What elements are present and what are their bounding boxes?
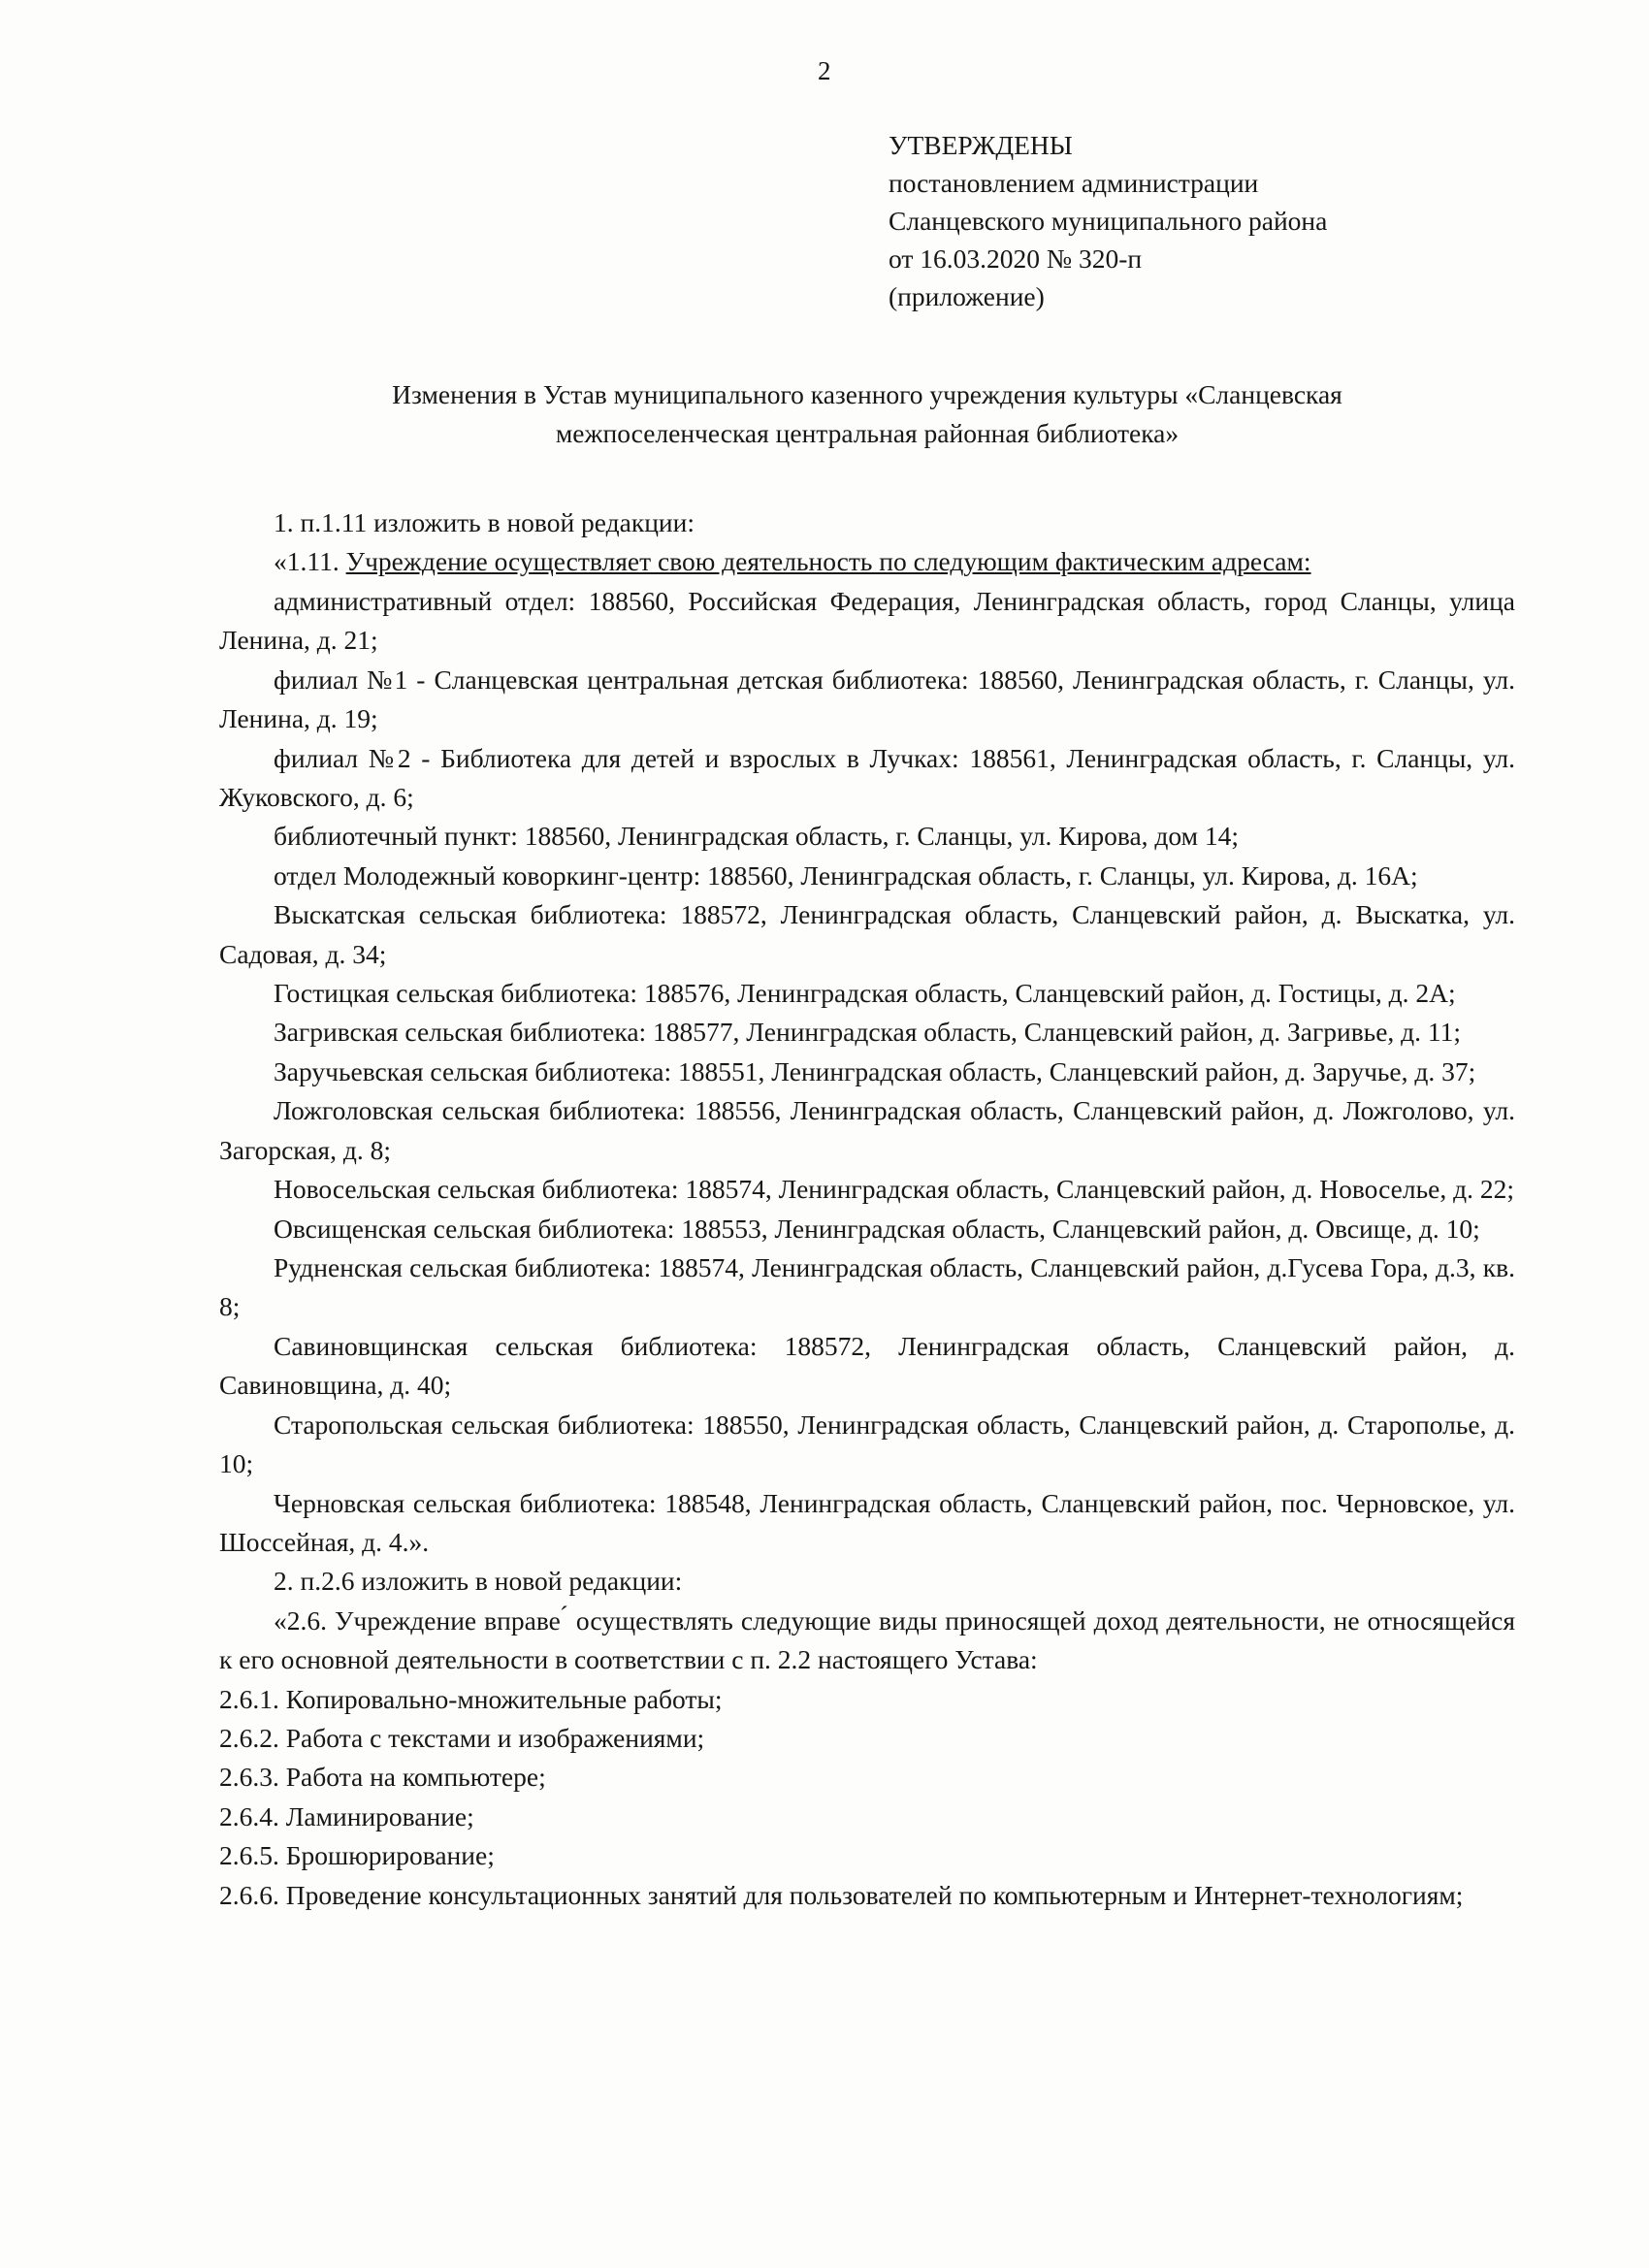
address-line: Ложголовская сельская библиотека: 188556, Ленинградская область, Сланцевский район, д. Ложголово, ул. Загорская, д. 8; xyxy=(219,1095,1515,1165)
approval-line-4: от 16.03.2020 № 320-п xyxy=(889,243,1143,275)
approval-line-5: (приложение) xyxy=(889,281,1045,312)
list-item: 2.6.1. Копировально-множительные работы; xyxy=(219,1683,723,1714)
section-1-intro-quote: «1.11. xyxy=(274,546,340,577)
address-line: Гостицкая сельская библиотека: 188576, Ленинградская область, Сланцевский район, д. Гостицы, д. 2А; xyxy=(274,978,1456,1009)
document-title-line-1: Изменения в Устав муниципального казенного учреждения культуры «Сланцевская xyxy=(392,379,1342,410)
section-2-intro: «2.6. Учреждение вправе ́ осуществлять следующие виды приносящей доход деятельности, не относящейся к его основной деятельности в соответствии с п. 2.2 настоящего Устава: xyxy=(219,1604,1515,1675)
address-line: Овсищенская сельская библиотека: 188553, Ленинградская область, Сланцевский район, д. Овсище, д. 10; xyxy=(274,1213,1480,1244)
section-1-intro xyxy=(219,542,1515,581)
document-body xyxy=(219,503,1515,1915)
list-item: 2.6.6. Проведение консультационных занятий для пользователей по компьютерным и Интернет-технологиям; xyxy=(219,1879,1464,1910)
document-content xyxy=(219,126,1515,1915)
address-line: отдел Молодежный коворкинг-центр: 188560, Ленинградская область, г. Сланцы, ул. Кирова, д. 16А; xyxy=(274,859,1418,891)
document-title xyxy=(219,375,1515,453)
document-title-line-2: межпоселенческая центральная районная библиотека» xyxy=(555,418,1180,449)
page-number: 2 xyxy=(818,56,831,85)
approval-line-2: постановлением администрации xyxy=(889,168,1259,199)
address-line: административный отдел: 188560, Российская Федерация, Ленинградская область, город Сланцы, улица Ленина, д. 21; xyxy=(219,585,1515,656)
address-line: Выскатская сельская библиотека: 188572, Ленинградская область, Сланцевский район, д. Выскатка, ул. Садовая, д. 34; xyxy=(219,899,1515,969)
approval-block xyxy=(889,126,1515,315)
address-line: Загривская сельская библиотека: 188577, Ленинградская область, Сланцевский район, д. Загривье, д. 11; xyxy=(274,1017,1462,1048)
address-line: Черновская сельская библиотека: 188548, Ленинградская область, Сланцевский район, пос. Черновское, ул. Шоссейная, д. 4.». xyxy=(219,1487,1515,1557)
address-line: филиал №1 - Сланцевская центральная детская библиотека: 188560, Ленинградская область, г. Сланцы, ул. Ленина, д. 19; xyxy=(219,664,1515,734)
list-item: 2.6.4. Ламинирование; xyxy=(219,1800,474,1831)
address-line: Савиновщинская сельская библиотека: 188572, Ленинградская область, Сланцевский район, д. Савиновщина, д. 40; xyxy=(219,1330,1515,1401)
address-line: библиотечный пункт: 188560, Ленинградская область, г. Сланцы, ул. Кирова, дом 14; xyxy=(274,821,1240,852)
address-line: Новосельская сельская библиотека: 188574, Ленинградская область, Сланцевский район, д. Новоселье, д. 22; xyxy=(274,1174,1514,1205)
address-line: Старопольская сельская библиотека: 188550, Ленинградская область, Сланцевский район, д. Старополье, д. 10; xyxy=(219,1409,1515,1479)
list-item: 2.6.2. Работа с текстами и изображениями; xyxy=(219,1723,705,1754)
address-line: Заручьевская сельская библиотека: 188551, Ленинградская область, Сланцевский район, д. Заручье, д. 37; xyxy=(274,1055,1476,1086)
approval-line-1: УТВЕРЖДЕНЫ xyxy=(889,130,1073,160)
section-2-heading: 2. п.2.6 изложить в новой редакции: xyxy=(274,1566,683,1597)
address-line: Рудненская сельская библиотека: 188574, Ленинградская область, Сланцевский район, д.Гусева Гора, д.3, кв. 8; xyxy=(219,1252,1515,1322)
list-item: 2.6.5. Брошюрирование; xyxy=(219,1840,495,1871)
address-line: филиал №2 - Библиотека для детей и взрослых в Лучках: 188561, Ленинградская область, г. Сланцы, ул. Жуковского, д. 6; xyxy=(219,742,1515,812)
approval-line-3: Сланцевского муниципального района xyxy=(889,206,1328,237)
list-item: 2.6.3. Работа на компьютере; xyxy=(219,1762,546,1793)
section-2-list xyxy=(219,1680,1515,1916)
section-1-heading: 1. п.1.11 изложить в новой редакции: xyxy=(274,506,695,537)
section-1-intro-underlined: Учреждение осуществляет свою деятельность по следующим фактическим адресам: xyxy=(345,546,1311,577)
